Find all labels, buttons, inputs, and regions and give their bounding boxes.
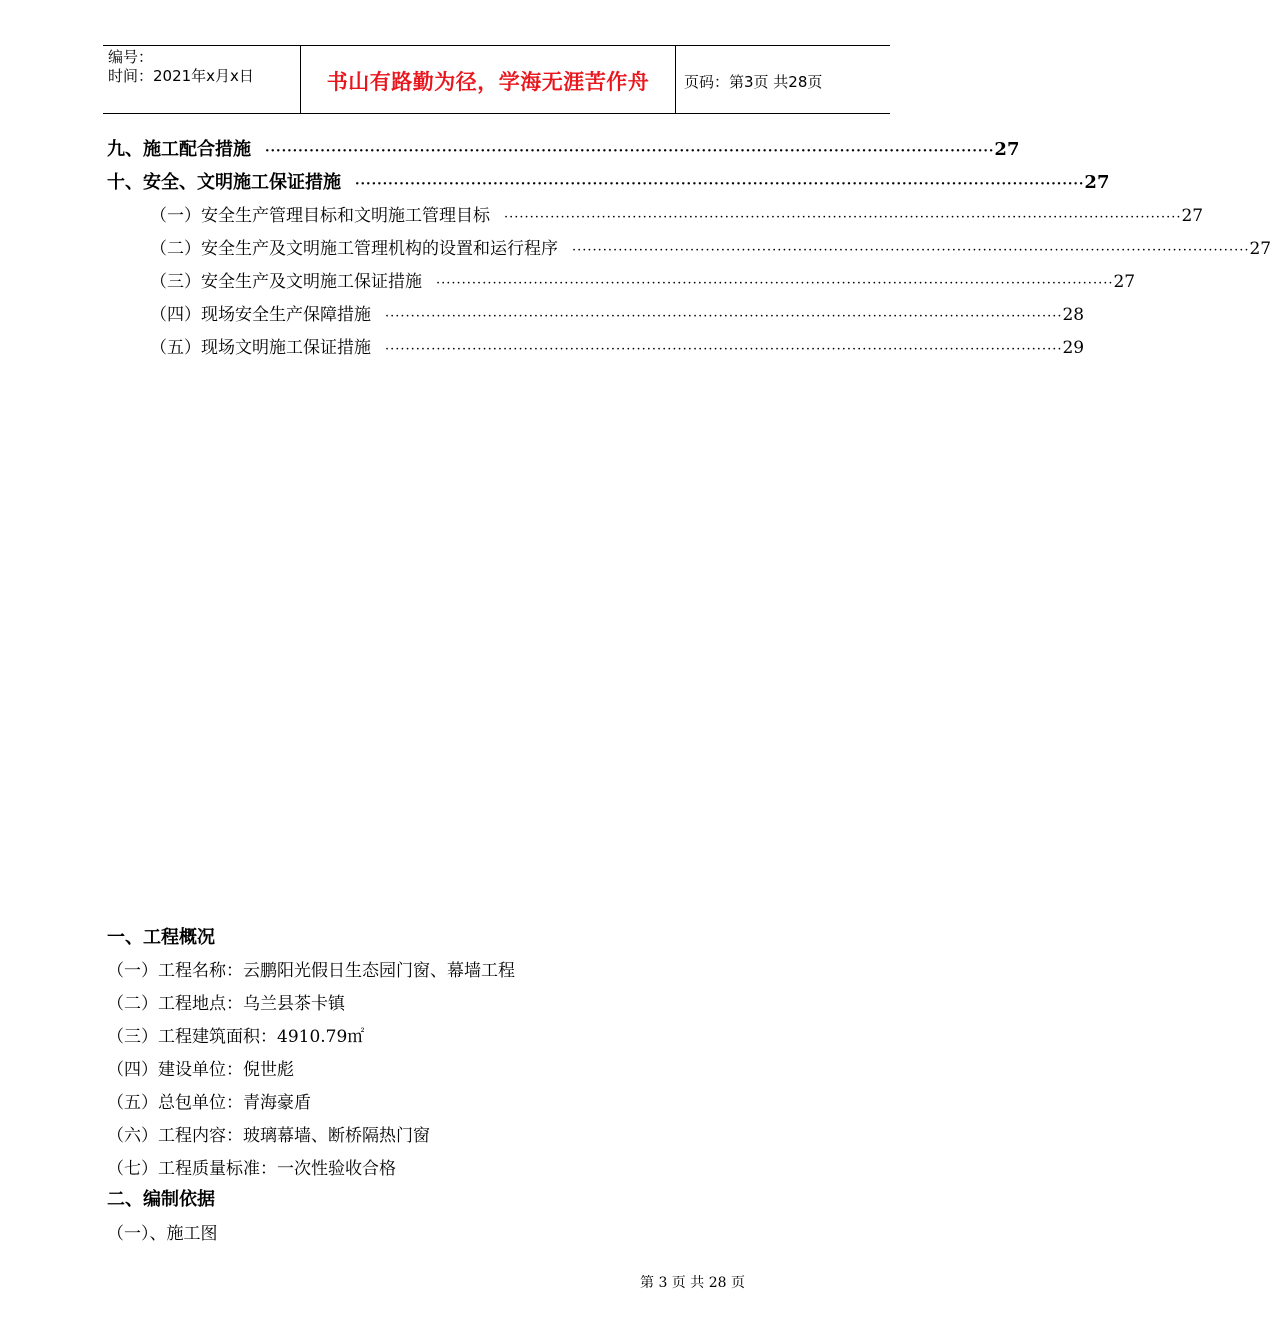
header-bottom-rule	[103, 113, 890, 114]
header-motto: 书山有路勤为径，学海无涯苦作舟	[326, 70, 650, 94]
toc-entry[interactable]	[150, 201, 1204, 226]
toc-entry-title: （二）安全生产及文明施工管理机构的设置和运行程序	[150, 239, 558, 259]
toc-entry[interactable]	[150, 333, 1085, 358]
toc-entry[interactable]	[150, 267, 1136, 292]
toc-entry-page: 27	[1249, 239, 1271, 259]
toc-entry[interactable]	[107, 168, 1110, 194]
project-info-item: （三）工程建筑面积：4910.79㎡	[107, 1027, 365, 1047]
toc-entry-page: 29	[1062, 338, 1085, 358]
project-info-item: （一）工程名称：云鹏阳光假日生态园门窗、幕墙工程	[107, 961, 515, 981]
toc-entry[interactable]	[150, 234, 1271, 259]
toc-entry-page: 27	[994, 139, 1020, 160]
page-footer: 第 3 页 共 28 页	[640, 1275, 745, 1291]
project-info-item: （四）建设单位：倪世彪	[107, 1060, 294, 1080]
toc-leader-dots: ····································································································································	[355, 177, 1085, 192]
header-meta	[108, 48, 254, 86]
toc-entry-title: 十、安全、文明施工保证措施	[107, 172, 341, 193]
toc-entry-page: 27	[1113, 272, 1136, 292]
header-top-rule	[103, 45, 890, 46]
toc-entry-title: （四）现场安全生产保障措施	[150, 305, 371, 325]
toc-entry[interactable]	[150, 300, 1085, 325]
header-divider	[675, 46, 676, 113]
document-time-label: 时间：2021年x月x日	[108, 67, 254, 85]
document-number-label: 编号：	[108, 48, 154, 66]
toc-entry-title: （一）安全生产管理目标和文明施工管理目标	[150, 206, 490, 226]
basis-item: （一）、施工图	[107, 1224, 218, 1244]
header-page-info: 页码：第3页 共28页	[684, 73, 823, 91]
toc-entry-page: 27	[1084, 172, 1110, 193]
toc-entry-title: （三）安全生产及文明施工保证措施	[150, 272, 422, 292]
toc-leader-dots: ····································································································································	[385, 342, 1063, 357]
toc-entry-title: （五）现场文明施工保证措施	[150, 338, 371, 358]
toc-entry[interactable]	[107, 135, 1020, 161]
project-info-item: （七）工程质量标准：一次性验收合格	[107, 1159, 396, 1179]
toc-leader-dots: ····································································································································	[385, 309, 1063, 324]
project-info-item: （六）工程内容：玻璃幕墙、断桥隔热门窗	[107, 1126, 430, 1146]
toc-leader-dots: ····································································································································	[265, 144, 995, 159]
project-info-item: （二）工程地点：乌兰县茶卡镇	[107, 994, 345, 1014]
toc-leader-dots: ····································································································································	[504, 210, 1182, 225]
header-divider	[300, 46, 301, 113]
toc-entry-page: 27	[1181, 206, 1204, 226]
toc-entry-title: 九、施工配合措施	[107, 139, 251, 160]
section-heading: 一、工程概况	[107, 927, 215, 948]
toc-leader-dots: ····································································································································	[572, 243, 1250, 258]
toc-entry-page: 28	[1062, 305, 1085, 325]
toc-leader-dots: ····································································································································	[436, 276, 1114, 291]
section-heading: 二、编制依据	[107, 1189, 215, 1210]
project-info-item: （五）总包单位：青海豪盾	[107, 1093, 311, 1113]
